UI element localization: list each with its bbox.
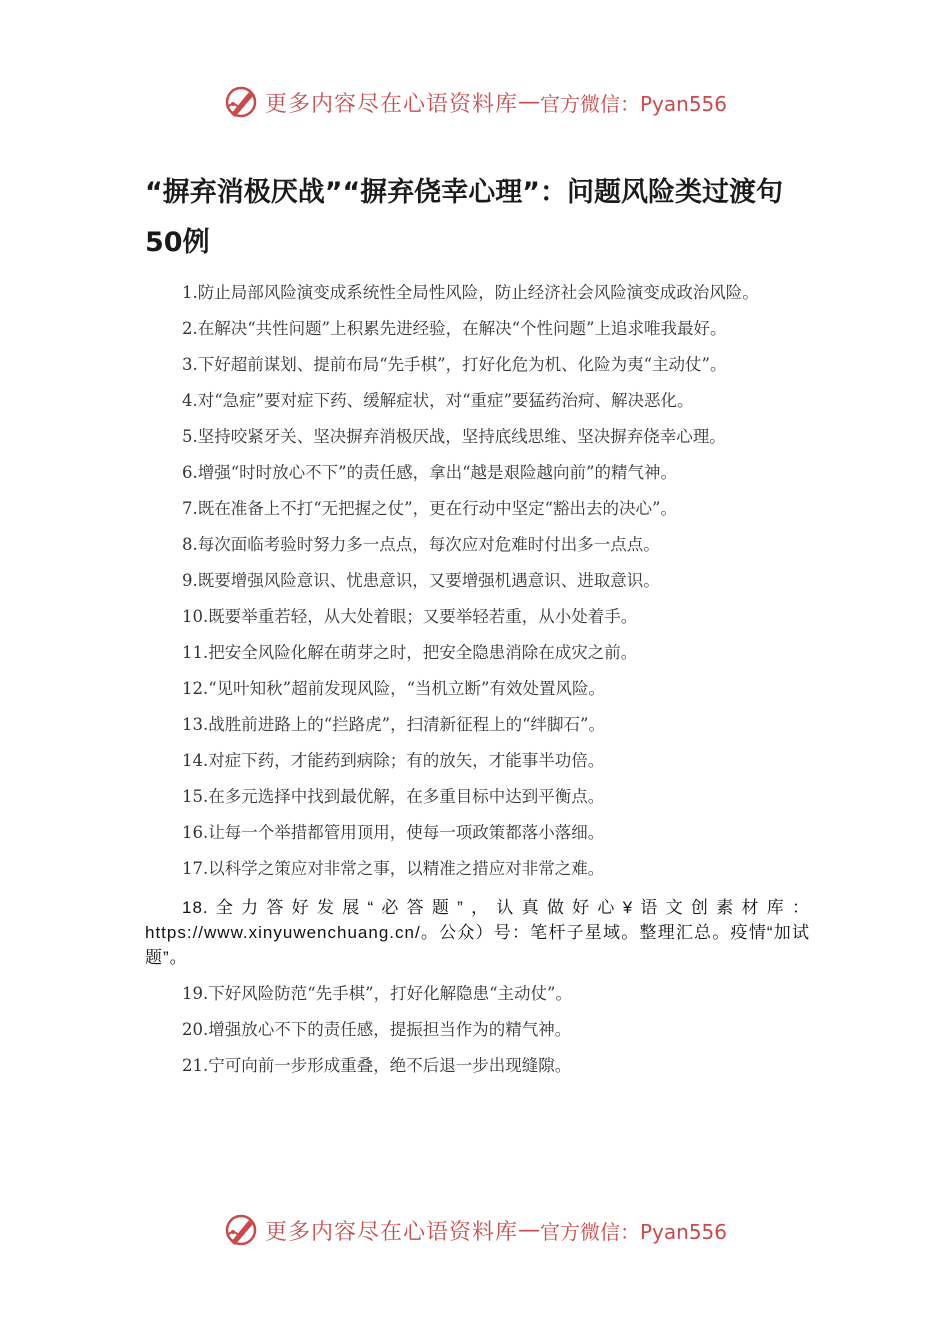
list-item: 14.对症下药，才能药到病除；有的放矢，才能事半功倍。	[182, 751, 605, 770]
list-item: 12.“见叶知秋”超前发现风险，“当机立断”有效处置风险。	[182, 679, 605, 698]
list-item: 8.每次面临考验时努力多一点点，每次应对危难时付出多一点点。	[182, 535, 660, 554]
list-item: 7.既在准备上不打“无把握之仗”，更在行动中坚定“豁出去的决心”。	[182, 499, 677, 518]
list-item: 9.既要增强风险意识、忧患意识，又要增强机遇意识、进取意识。	[182, 571, 660, 590]
banner-text: 更多内容尽在心语资料库	[264, 1219, 518, 1245]
list-item: 21.宁可向前一步形成重叠，绝不后退一步出现缝隙。	[182, 1056, 572, 1075]
pen-logo-icon	[223, 1212, 259, 1248]
banner-text: 更多内容尽在心语资料库	[264, 91, 518, 117]
list-item: 16.让每一个举措都管用顶用，使每一项政策都落小落细。	[182, 823, 605, 842]
list-item: 4.对“急症”要对症下药、缓解症状，对“重症”要猛药治疴、解决恶化。	[182, 391, 694, 410]
list-item: 3.下好超前谋划、提前布局“先手棋”，打好化危为机、化险为夷“主动仗”。	[182, 355, 727, 374]
list-item: 6.增强“时时放心不下”的责任感，拿出“越是艰险越向前”的精气神。	[182, 463, 677, 482]
list-item: 13.战胜前进路上的“拦路虎”，扫清新征程上的“绊脚石”。	[182, 715, 605, 734]
pen-logo-icon	[223, 84, 259, 120]
list-item: 5.坚持咬紧牙关、坚决摒弃消极厌战，坚持底线思维、坚决摒弃侥幸心理。	[182, 427, 726, 446]
list-item: 2.在解决“共性问题”上积累先进经验，在解决“个性问题”上追求唯我最好。	[182, 319, 727, 338]
document-title: “摒弃消极厌战”“摒弃侥幸心理”：问题风险类过渡句50例	[145, 177, 783, 258]
banner-separator: —	[518, 89, 540, 115]
footer-banner	[0, 1208, 950, 1252]
banner-separator: —	[518, 1217, 540, 1243]
item-list	[145, 280, 810, 1089]
list-item: 17.以科学之策应对非常之事，以精准之措应对非常之难。	[182, 859, 605, 878]
list-item: 1.防止局部风险演变成系统性全局性风险，防止经济社会风险演变成政治风险。	[182, 283, 759, 302]
list-item: 20.增强放心不下的责任感，提振担当作为的精气神。	[182, 1020, 572, 1039]
banner-wechat: 官方微信：Pyan556	[540, 1219, 728, 1244]
list-item: 18.全力答好发展“必答题”，认真做好心¥语文创素材库：https://www.xinyuwenchuang.cn/。公众）号：笔杆子星域。整理汇总。疫情“加试题”。	[145, 898, 810, 967]
header-banner	[0, 80, 950, 124]
banner-wechat: 官方微信：Pyan556	[540, 91, 728, 116]
list-item: 11.把安全风险化解在萌芽之时，把安全隐患消除在成灾之前。	[182, 643, 638, 662]
list-item: 15.在多元选择中找到最优解，在多重目标中达到平衡点。	[182, 787, 605, 806]
list-item: 10.既要举重若轻，从大处着眼；又要举轻若重，从小处着手。	[182, 607, 638, 626]
list-item: 19.下好风险防范“先手棋”，打好化解隐患“主动仗”。	[182, 984, 572, 1003]
